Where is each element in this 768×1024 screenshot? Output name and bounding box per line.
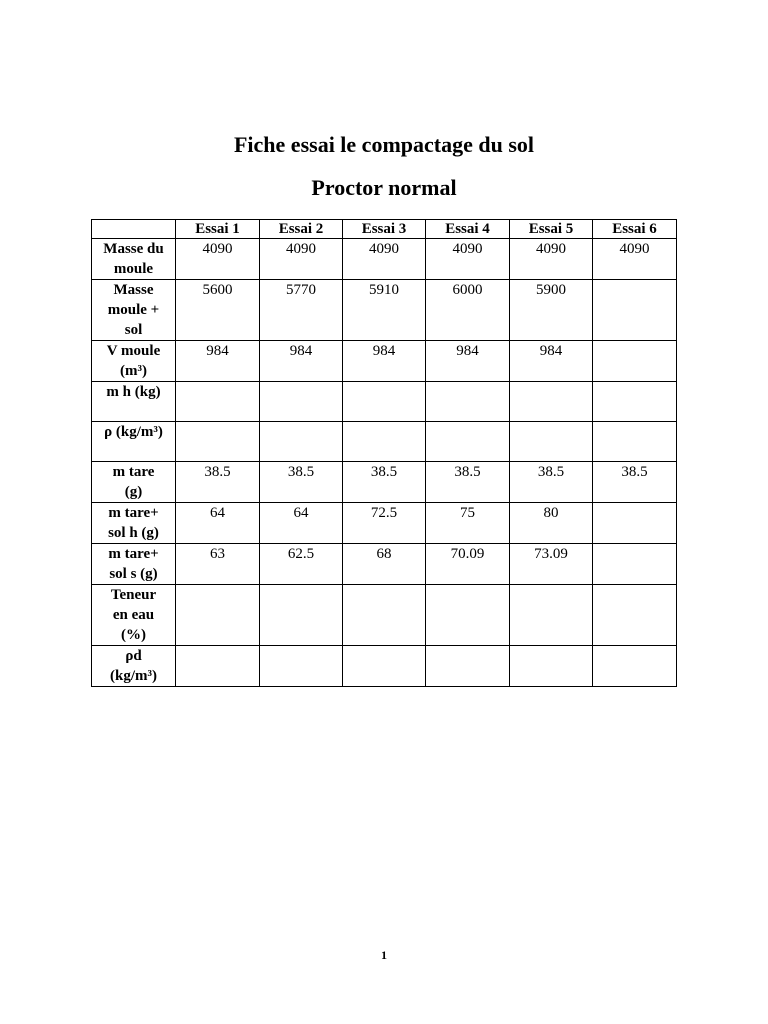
table-cell xyxy=(593,503,677,544)
table-cell xyxy=(260,382,343,422)
table-cell xyxy=(593,382,677,422)
table-cell: 4090 xyxy=(593,239,677,280)
table-cell: 4090 xyxy=(510,239,593,280)
table-cell: 6000 xyxy=(426,280,510,341)
table-cell: 984 xyxy=(343,341,426,382)
row-label-line: (g) xyxy=(124,484,143,500)
row-label xyxy=(92,341,176,382)
row-label xyxy=(92,646,176,687)
table-row xyxy=(92,239,677,280)
table-cell: 984 xyxy=(426,341,510,382)
table-cell xyxy=(593,422,677,462)
header-cell xyxy=(92,220,176,239)
table-cell xyxy=(593,280,677,341)
table-cell xyxy=(343,382,426,422)
table-cell xyxy=(593,646,677,687)
row-label xyxy=(92,280,176,341)
table-cell: 75 xyxy=(426,503,510,544)
row-label xyxy=(92,462,176,503)
table-cell: 5770 xyxy=(260,280,343,341)
table-cell xyxy=(343,585,426,646)
table-row xyxy=(92,503,677,544)
table-row xyxy=(92,544,677,585)
row-label xyxy=(92,382,176,422)
header-cell: Essai 5 xyxy=(510,220,593,239)
header-cell: Essai 2 xyxy=(260,220,343,239)
row-label xyxy=(92,239,176,280)
table-cell: 64 xyxy=(260,503,343,544)
row-label-line: sol s (g) xyxy=(109,566,158,582)
table-row xyxy=(92,341,677,382)
table-cell: 4090 xyxy=(426,239,510,280)
proctor-table xyxy=(91,219,677,687)
table-cell: 38.5 xyxy=(176,462,260,503)
table-cell xyxy=(510,646,593,687)
table-cell: 73.09 xyxy=(510,544,593,585)
document-subtitle: Proctor normal xyxy=(311,175,457,200)
header-row xyxy=(92,220,677,239)
row-label-line: V moule xyxy=(106,343,161,359)
table-row xyxy=(92,462,677,503)
table-cell: 64 xyxy=(176,503,260,544)
row-label xyxy=(92,585,176,646)
header-cell: Essai 4 xyxy=(426,220,510,239)
table-cell xyxy=(176,422,260,462)
row-label-line: sol h (g) xyxy=(108,525,159,541)
row-label-line: moule + xyxy=(107,302,160,318)
row-label-line: en eau xyxy=(112,607,155,623)
table-cell xyxy=(426,646,510,687)
table-cell: 38.5 xyxy=(426,462,510,503)
table-cell xyxy=(510,382,593,422)
table-cell: 984 xyxy=(260,341,343,382)
table-cell: 984 xyxy=(176,341,260,382)
table-cell xyxy=(176,382,260,422)
row-label-line: ρd xyxy=(125,648,142,664)
table-cell: 38.5 xyxy=(343,462,426,503)
row-label-line: m h (kg) xyxy=(106,384,161,400)
table-cell xyxy=(426,382,510,422)
table-cell: 4090 xyxy=(176,239,260,280)
table-cell: 72.5 xyxy=(343,503,426,544)
table-cell xyxy=(343,646,426,687)
row-label-line: m tare+ xyxy=(108,505,159,521)
header-cell: Essai 6 xyxy=(593,220,677,239)
row-label-line: ρ (kg/m³) xyxy=(104,424,163,440)
row-label xyxy=(92,503,176,544)
table-cell: 63 xyxy=(176,544,260,585)
table-cell xyxy=(260,585,343,646)
table-cell: 68 xyxy=(343,544,426,585)
table-row xyxy=(92,585,677,646)
page-number: 1 xyxy=(381,948,387,962)
row-label-line: Masse xyxy=(113,282,154,298)
row-label-line: moule xyxy=(113,261,154,277)
header-cell: Essai 3 xyxy=(343,220,426,239)
document-title: Fiche essai le compactage du sol xyxy=(233,132,535,157)
row-label xyxy=(92,422,176,462)
table-cell xyxy=(593,585,677,646)
table-cell: 62.5 xyxy=(260,544,343,585)
table-cell: 38.5 xyxy=(510,462,593,503)
table-cell: 38.5 xyxy=(260,462,343,503)
table-cell: 984 xyxy=(510,341,593,382)
row-label xyxy=(92,544,176,585)
table-row xyxy=(92,382,677,422)
table-cell xyxy=(510,585,593,646)
table-cell xyxy=(426,585,510,646)
row-label-line: m tare xyxy=(112,464,155,480)
table-cell: 5600 xyxy=(176,280,260,341)
table-body xyxy=(92,239,677,687)
row-label-line: (kg/m³) xyxy=(110,668,157,684)
table-cell: 5900 xyxy=(510,280,593,341)
table-cell xyxy=(176,646,260,687)
row-label-line: Teneur xyxy=(110,587,157,603)
table-cell xyxy=(593,544,677,585)
table-cell xyxy=(260,422,343,462)
table-cell xyxy=(343,422,426,462)
row-label-line: m tare+ xyxy=(108,546,159,562)
table-cell xyxy=(176,585,260,646)
table-cell xyxy=(510,422,593,462)
row-label-line: (m³) xyxy=(120,363,147,379)
table-cell xyxy=(426,422,510,462)
row-label-line: Masse du xyxy=(103,241,164,257)
table-cell: 5910 xyxy=(343,280,426,341)
table-cell: 80 xyxy=(510,503,593,544)
row-label-line: (%) xyxy=(121,627,146,643)
table-cell: 4090 xyxy=(343,239,426,280)
row-label-line: sol xyxy=(124,322,143,338)
table-row xyxy=(92,280,677,341)
table-cell xyxy=(593,341,677,382)
table-row xyxy=(92,646,677,687)
table-cell xyxy=(260,646,343,687)
table-row xyxy=(92,422,677,462)
header-cell: Essai 1 xyxy=(176,220,260,239)
table-cell: 4090 xyxy=(260,239,343,280)
table-cell: 70.09 xyxy=(426,544,510,585)
table-cell: 38.5 xyxy=(593,462,677,503)
